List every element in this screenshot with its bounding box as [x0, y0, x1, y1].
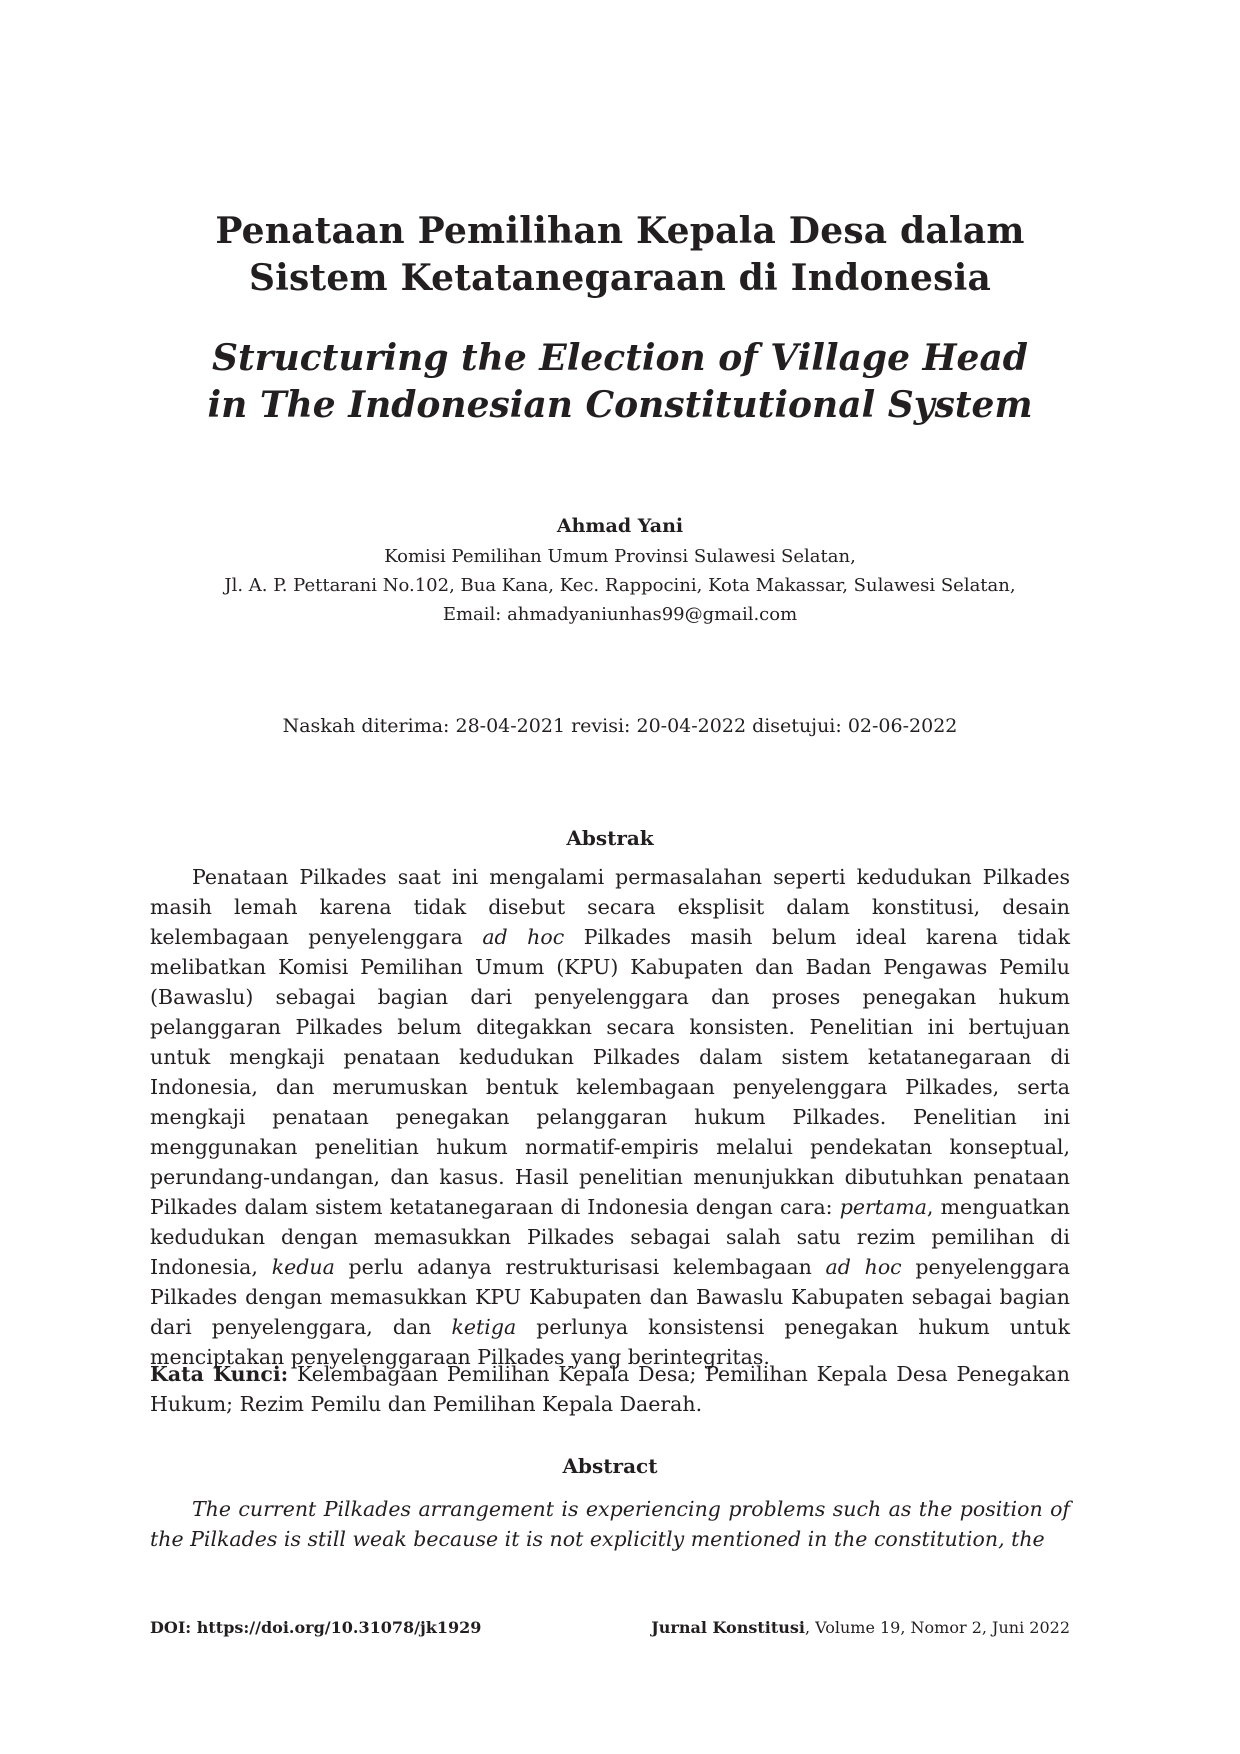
abstrak-text-3: , menguatkan kedudukan dengan memasukkan Pilkades sebagai salah satu rezim pemilihan di Indonesia,: [150, 1195, 1070, 1279]
abstrak-text-1: Penataan Pilkades saat ini mengalami permasalahan seperti kedudukan Pilkades masih lemah karena tidak disebut secara eksplisit dalam konstitusi, desain kelembagaan penyelenggara: [150, 865, 1070, 949]
abstrak-body: [150, 862, 1070, 1372]
keywords: [150, 1359, 1070, 1419]
author-affiliation: Komisi Pemilihan Umum Provinsi Sulawesi Selatan,: [384, 546, 856, 567]
abstrak-text-6: perlunya konsistensi penegakan hukum untuk menciptakan penyelenggaraan Pilkades yang berintegritas.: [150, 1315, 1070, 1369]
author-address: Jl. A. P. Pettarani No.102, Bua Kana, Kec. Rappocini, Kota Makassar, Sulawesi Selatan,: [224, 575, 1016, 596]
article-title-indonesian: [120, 208, 1120, 302]
footer-journal-citation: [651, 1616, 1070, 1640]
abstrak-italic-4: ad hoc: [825, 1255, 902, 1279]
abstrak-heading: Abstrak: [566, 826, 654, 850]
abstrak-italic-5: ketiga: [451, 1315, 517, 1339]
author-name: Ahmad Yani: [556, 515, 684, 537]
journal-name: Jurnal Konstitusi: [651, 1618, 805, 1637]
abstract-heading: Abstract: [562, 1454, 658, 1478]
abstrak-text-2: Pilkades masih belum ideal karena tidak melibatkan Komisi Pemilihan Umum (KPU) Kabupaten dan Badan Pengawas Pemilu (Bawaslu) sebagai bagian dari penyelenggara dan proses penegakan hukum pelanggaran Pilkades belum ditegakkan secara konsisten. Penelitian ini bertujuan untuk mengkaji penataan kedudukan Pilkades dalam sistem ketatanegaraan di Indonesia, dan merumuskan bentuk kelembagaan penyelenggara Pilkades, serta mengkaji penataan penegakan pelanggaran hukum Pilkades. Penelitian ini menggunakan penelitian hukum normatif-empiris melalui pendekatan konseptual, perundang-undangan, dan kasus. Hasil penelitian menunjukkan dibutuhkan penataan Pilkades dalam sistem ketatanegaraan di Indonesia dengan cara:: [150, 925, 1071, 1219]
keywords-text: Kelembagaan Pemilihan Kepala Desa; Pemilihan Kepala Desa Penegakan Hukum; Rezim Pemilu dan Pemilihan Kepala Daerah.: [150, 1362, 1070, 1416]
keywords-label: Kata Kunci:: [150, 1362, 289, 1386]
title-id-line-2: Sistem Ketatanegaraan di Indonesia: [248, 257, 992, 299]
journal-issue: , Volume 19, Nomor 2, Juni 2022: [804, 1618, 1070, 1637]
author-block: [120, 510, 1120, 629]
title-en-line-2: in The Indonesian Constitutional System: [207, 384, 1033, 426]
abstrak-italic-3: kedua: [271, 1255, 335, 1279]
footer-doi: DOI: https://doi.org/10.31078/jk1929: [150, 1618, 482, 1637]
abstrak-text-5: penyelenggara Pilkades dengan memasukkan KPU Kabupaten dan Bawaslu Kabupaten sebagai bagian dari penyelenggara, dan: [150, 1255, 1070, 1339]
abstrak-italic-2: pertama: [839, 1195, 927, 1219]
title-en-line-1: Structuring the Election of Village Head: [212, 337, 1028, 379]
article-title-english: [120, 335, 1120, 429]
title-id-line-1: Penataan Pemilihan Kepala Desa dalam: [215, 210, 1025, 252]
submission-dates: Naskah diterima: 28-04-2021 revisi: 20-04-2022 disetujui: 02-06-2022: [282, 715, 958, 737]
abstrak-italic-1: ad hoc: [482, 925, 565, 949]
abstrak-paragraph: [150, 862, 1070, 1372]
author-email: Email: ahmadyaniunhas99@gmail.com: [442, 604, 798, 625]
abstrak-text-4: perlu adanya restrukturisasi kelembagaan: [334, 1255, 826, 1279]
abstract-body: The current Pilkades arrangement is experiencing problems such as the position of the Pilkades is still weak because it is not explicitly mentioned in the constitution, the: [150, 1497, 1070, 1551]
